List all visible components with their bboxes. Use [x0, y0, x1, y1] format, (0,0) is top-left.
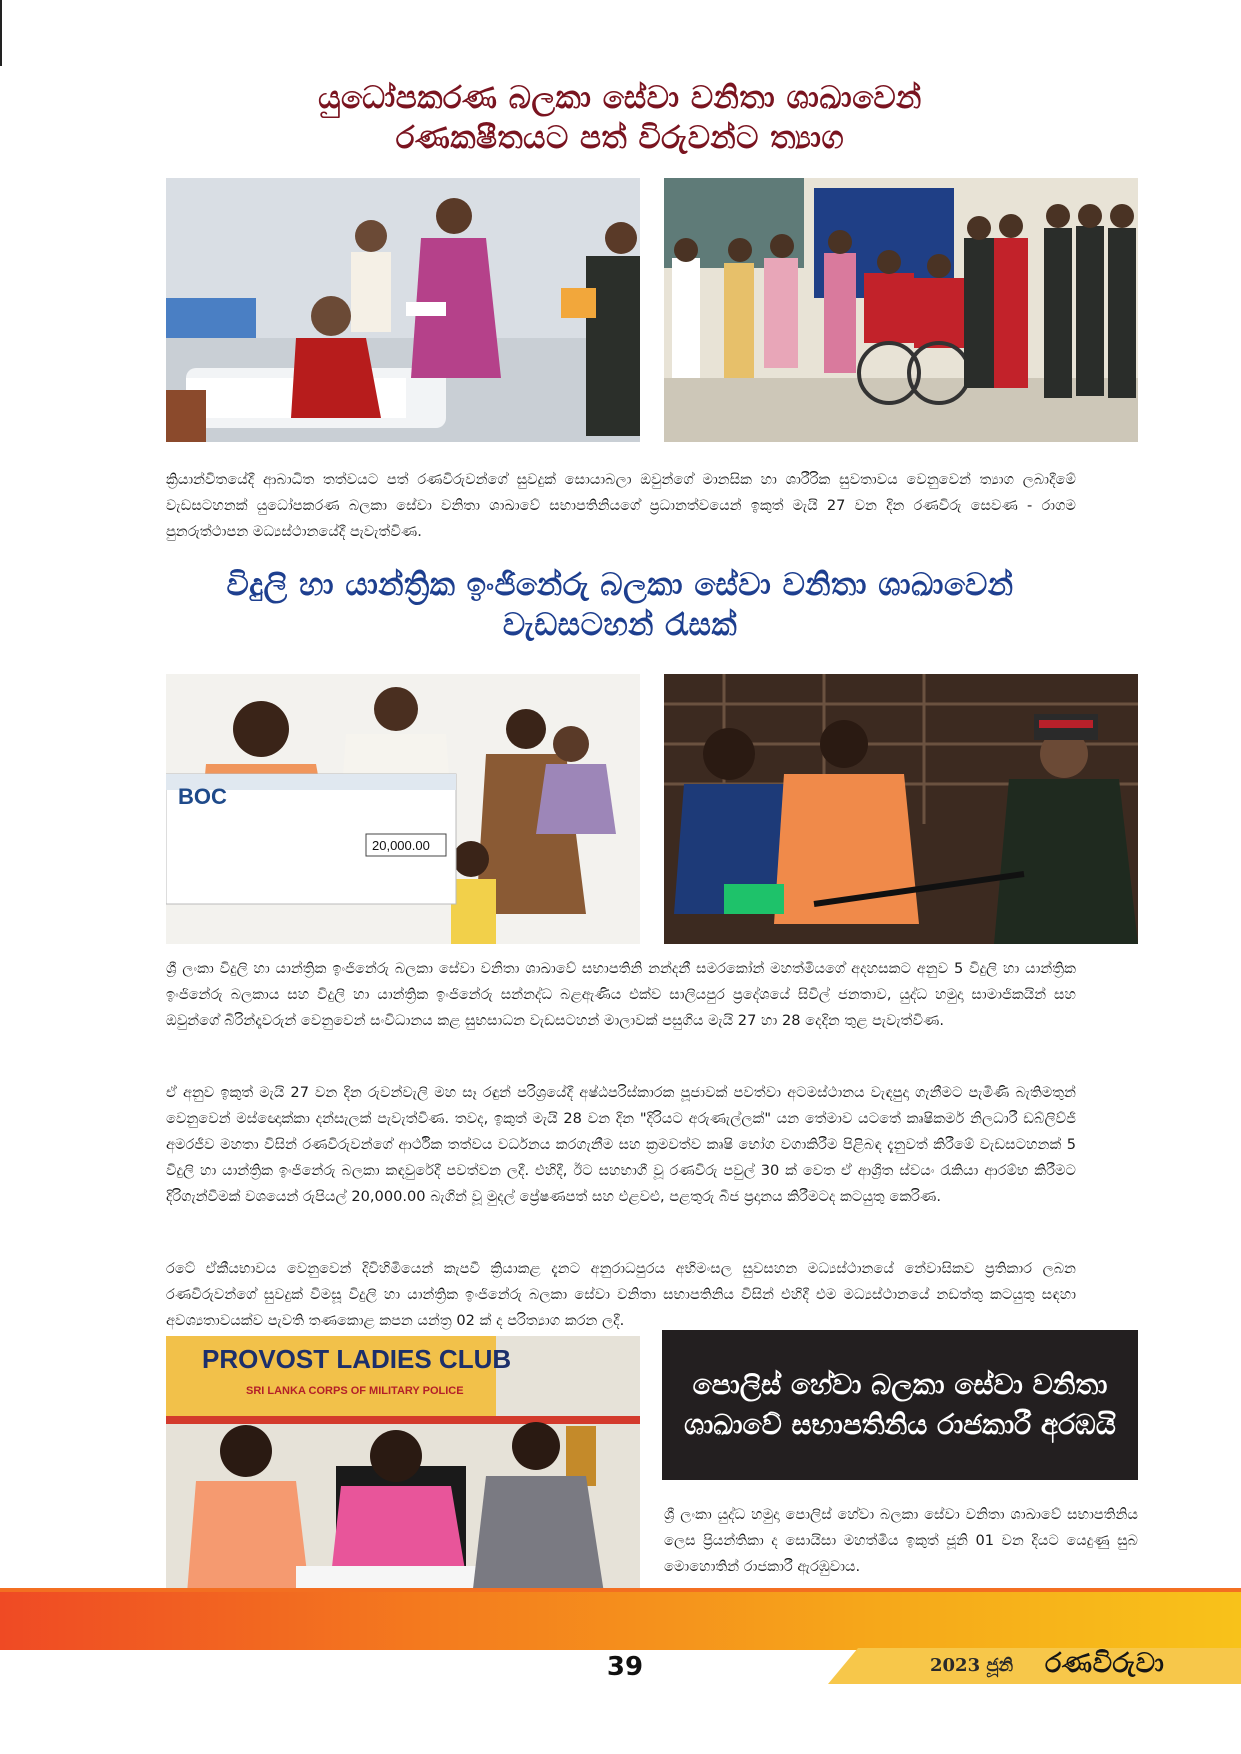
- footer-tab: [828, 1648, 1241, 1684]
- issue-date: 2023 ජූනි: [930, 1655, 1014, 1676]
- footer-strip: [0, 1588, 1241, 1592]
- cheque-bank-logo: BOC: [178, 784, 227, 809]
- magazine-logo: රණවිරුවා: [1045, 1648, 1165, 1679]
- article1-title-line1: යුධෝපකරණ බලකා සේවා වනිතා ශාඛාවෙන්: [318, 80, 922, 116]
- article3-title-box: [662, 1330, 1138, 1480]
- article1-caption: ක්‍රියාන්විතයේදී ආබාධිත තත්වයට පත් රණවිරුවන්ගේ සුවදුක් සොයාබලා ඔවුන්ගේ මානසික හා ශාරීරික සුවතාවය වෙනුවෙන් ත්‍යාග ලබාදීමේ වැඩසටහනක් යුධෝපකරණ බලකා සේවා වනිතා ශාඛාවේ සභාපතිනියගේ ප්‍රධානත්වයෙන් ඉකුත් මැයි 27 වන දින රණවිරු සෙවණ - රාගම පුනරුත්ථාපන මධ්‍යස්ථානයේදී පැවැත්විණ.: [166, 471, 1076, 540]
- article2-headline: [170, 565, 1070, 645]
- article2-title-line1: විදුලි හා යාන්ත්‍රික ඉංජිනේරු බලකා සේවා වනිතා ශාඛාවෙන්: [226, 567, 1014, 603]
- article3-text: ශ්‍රී ලංකා යුද්ධ හමුදා පොලිස් හේවා බලකා සේවා වනිතා ශාඛාවේ සභාපතිනිය ලෙස ප්‍රියන්තිකා ද සොයිසා මහත්මිය ඉකුත් ජූනි 01 වන දියට යෙදුණු සුබ මොහොතින් රාජකාරී ඇරඹුවාය.: [664, 1506, 1138, 1575]
- photo-provost-ladies-club: [166, 1336, 640, 1606]
- article1-headline: [170, 78, 1070, 158]
- article2-title-line2: වැඩසටහන් රැසක්: [502, 607, 738, 643]
- page-number: 39: [606, 1652, 644, 1682]
- photo-cheque-presentation: [166, 674, 640, 944]
- photo-group-wheelchairs: [664, 178, 1138, 442]
- edge-mark: [0, 0, 2, 66]
- photo-tractor-handover: [664, 674, 1138, 944]
- article2-paragraph-2: ඒ අනුව ඉකුත් මැයි 27 වන දින රුවන්වැලි මහ සෑ රඳුන් පරිශ්‍රයේදී අෂ්ඨපරිස්කාරක පූජාවක් පවත්වා අටමස්ථානය වැඳපුදා ගැනීමට පැමිණි බැතිමතුන් වෙනුවෙන් මස්ඥොක්කා දන්සැලක් පැවැත්විණ. තවද, ඉකුත් මැයි 28 වන දින "දිරියට අරුණැල්ලක්" යන තේමාව යටතේ කෘෂිකර්ම නිලධාරී ඩබ්ලිව්ජී අමරජීව මහතා විසින් රණවිරුවන්ගේ ආර්ථික තත්වය වර්ධනය කරගැනීම සහ ක්‍රමවත්ව කෘෂි භෝග වගාකිරීම පිළිබඳ දැනුවත් කිරීමේ වැඩසටහනක් 5 විදුලි හා යාන්ත්‍රික ඉංජිනේරු බලකා කඳවුරේදී පවත්වන ලදී. එහිදී, ඊට සහභාගී වූ රණවිරු පවුල් 30 ක් වෙත ඒ ආශ්‍රිත ස්වයං රැකියා ආරම්භ කිරීමට දිරිගැන්වීමක් වශයෙන් රුපියල් 20,000.00 බැගින් වූ මුදල් ප්‍රේෂණපත් සහ එළවළු, පළතුරු බීජ ප්‍රදානය කිරීමටද කටයුතු කෙරිණ.: [166, 1084, 1076, 1205]
- cheque-amount: 20,000.00: [372, 838, 430, 853]
- banner-title: PROVOST LADIES CLUB: [202, 1344, 512, 1374]
- article2-paragraph-3: රටේ ඒකීයභාවය වෙනුවෙන් දිවිහිමියෙන් කැපවී ක්‍රියාකළ දැනට අනුරාධපුරය අභිමංසල සුවසහන මධ්‍යස්ථානයේ නේවාසිකව ප්‍රතිකාර ලබන රණවිරුවන්ගේ සුවදුක් විමසූ විදුලි හා යාන්ත්‍රික ඉංජිනේරු බලකා සේවා වනිතා සභාපතිනිය විසින් එහිදී එම මධ්‍යස්ථානයේ නඩත්තු කටයුතු සඳහා අවශ්‍යතාවයක්ව පැවති තණකොළ කපන යන්ත්‍ර 02 ක් ද පරිත්‍යාග කරන ලදී.: [166, 1260, 1077, 1329]
- footer-bar: [0, 1588, 1241, 1650]
- banner-subtitle: SRI LANKA CORPS OF MILITARY POLICE: [246, 1385, 464, 1397]
- photo-hospital-visit: [166, 178, 640, 442]
- article3-title: පොලිස් හේවා බලකා සේවා වනිතා ශාඛාවේ සභාපතිනිය රාජකාරී අරඹයි: [684, 1368, 1116, 1441]
- article1-title-line2: රණකෂීතයට පත් විරුවන්ට ත්‍යාග: [395, 120, 845, 156]
- article2-paragraph-1: ශ්‍රී ලංකා විදුලි හා යාන්ත්‍රික ඉංජිනේරු බලකා සේවා වනිතා ශාඛාවේ සභාපතිනි නන්දනී සමරකෝන් මහත්මියගේ අදහසකට අනුව 5 විදුලි හා යාන්ත්‍රික ඉංජිනේරු බලකාය සහ විදුලි හා යාන්ත්‍රික ඉංජිනේරු සන්නද්ධ බළඇණිය එක්ව සාලියපුර ප්‍රදේශයේ සිවිල් ජනතාව, යුද්ධ හමුදා සාමාජිකයින් සහ ඔවුන්ගේ බිරින්දෑවරුන් වෙනුවෙන් සංවිධානය කළ සුභසාධන වැඩසටහන් මාලාවක් පසුගිය මැයි 27 හා 28 දෙදින තුළ පැවැත්විණ.: [166, 960, 1076, 1029]
